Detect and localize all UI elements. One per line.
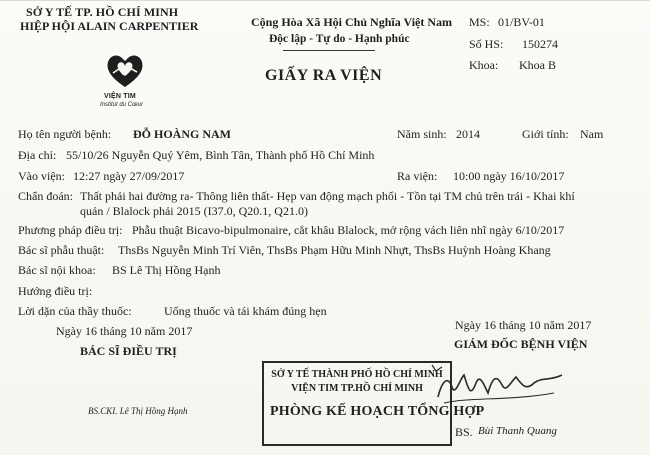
diagnosis-label: Chẩn đoán: (18, 189, 73, 203)
address-label: Địa chỉ: (18, 148, 57, 162)
motto: Độc lập - Tự do - Hạnh phúc (269, 33, 410, 45)
logo-caption: VIỆN TIM (104, 93, 136, 100)
discharge-value: 10:00 ngày 16/10/2017 (453, 169, 565, 183)
record-number-label: Số HS: (469, 37, 504, 51)
doctor-advice-value: Uống thuốc và tái khám đúng hẹn (164, 304, 327, 318)
nation-title: Cộng Hòa Xã Hội Chủ Nghĩa Việt Nam (251, 15, 453, 29)
doctor-advice-label: Lời dặn của thầy thuốc: (18, 304, 132, 318)
logo-subcaption: Institut du Cœur (100, 102, 144, 108)
record-number-value: 150274 (522, 37, 558, 51)
surgeon-value: ThsBs Nguyễn Minh Trí Viên, ThsBs Phạm Hữu Minh Nhựt, ThsBs Huỳnh Hoàng Khang (118, 243, 551, 257)
admission-label: Vào viện: (18, 169, 65, 183)
left-signer-name: BS.CKI. Lê Thị Hồng Hạnh (88, 406, 188, 416)
admission-value: 12:27 ngày 27/09/2017 (73, 169, 185, 183)
department-label: Khoa: (469, 58, 499, 72)
document-title: GIẤY RA VIỆN (265, 67, 383, 84)
department-value: Khoa B (519, 58, 556, 72)
left-signature-role: BÁC SĨ ĐIỀU TRỊ (80, 344, 177, 358)
org-line-2: HIỆP HỘI ALAIN CARPENTIER (20, 19, 199, 33)
stamp-line-2: VIỆN TIM TP.HỒ CHÍ MINH (291, 383, 423, 394)
ms-value: 01/BV-01 (498, 15, 545, 29)
address-value: 55/10/26 Nguyễn Quý Yêm, Bình Tân, Thành phố Hồ Chí Minh (66, 148, 375, 162)
treatment-direction-label: Hướng điều trị: (18, 284, 93, 298)
surgeon-label: Bác sĩ phẫu thuật: (18, 243, 105, 257)
diagnosis-line-1: Thất phải hai đường ra- Thông liên thất- Hẹp van động mạch phổi - Tồn tại TM chủ trên trái - Khai khí (80, 189, 575, 203)
stamp-line-3: PHÒNG KẾ HOẠCH TỔNG HỢP (270, 404, 485, 419)
right-signature-role: GIÁM ĐỐC BỆNH VIỆN (454, 337, 588, 351)
motto-underline (283, 50, 375, 51)
director-name: Bùi Thanh Quang (478, 425, 557, 437)
gender-label: Giới tính: (522, 127, 569, 141)
internal-doctor-label: Bác sĩ nội khoa: (18, 263, 96, 277)
internal-doctor-value: BS Lê Thị Hồng Hạnh (112, 263, 221, 277)
right-signature-date: Ngày 16 tháng 10 năm 2017 (455, 318, 592, 332)
gender-value: Nam (580, 127, 604, 141)
treatment-method-value: Phẫu thuật Bicavo-bipulmonaire, cắt khâu Blalock, mở rộng vách liên nhĩ ngày 6/10/2017 (132, 223, 565, 237)
director-signature-icon (430, 357, 580, 417)
heart-logo-icon (104, 51, 146, 91)
left-signature-date: Ngày 16 tháng 10 năm 2017 (56, 324, 193, 338)
birth-year-label: Năm sinh: (397, 127, 447, 141)
discharge-label: Ra viện: (397, 169, 438, 183)
treatment-method-label: Phương pháp điều trị: (18, 223, 123, 237)
ms-label: MS: (469, 15, 490, 29)
patient-name-value: ĐỖ HOÀNG NAM (133, 127, 231, 141)
org-line-1: SỞ Y TẾ TP. HỒ CHÍ MINH (26, 5, 179, 19)
stamp-line-1: SỞ Y TẾ THÀNH PHỐ HỒ CHÍ MINH (271, 369, 443, 380)
diagnosis-line-2: quản / Blalock phải 2015 (I37.0, Q20.1, Q21.0) (80, 204, 308, 218)
birth-year-value: 2014 (456, 127, 480, 141)
director-name-prefix: BS. (455, 425, 473, 439)
patient-name-label: Họ tên người bệnh: (18, 127, 112, 141)
